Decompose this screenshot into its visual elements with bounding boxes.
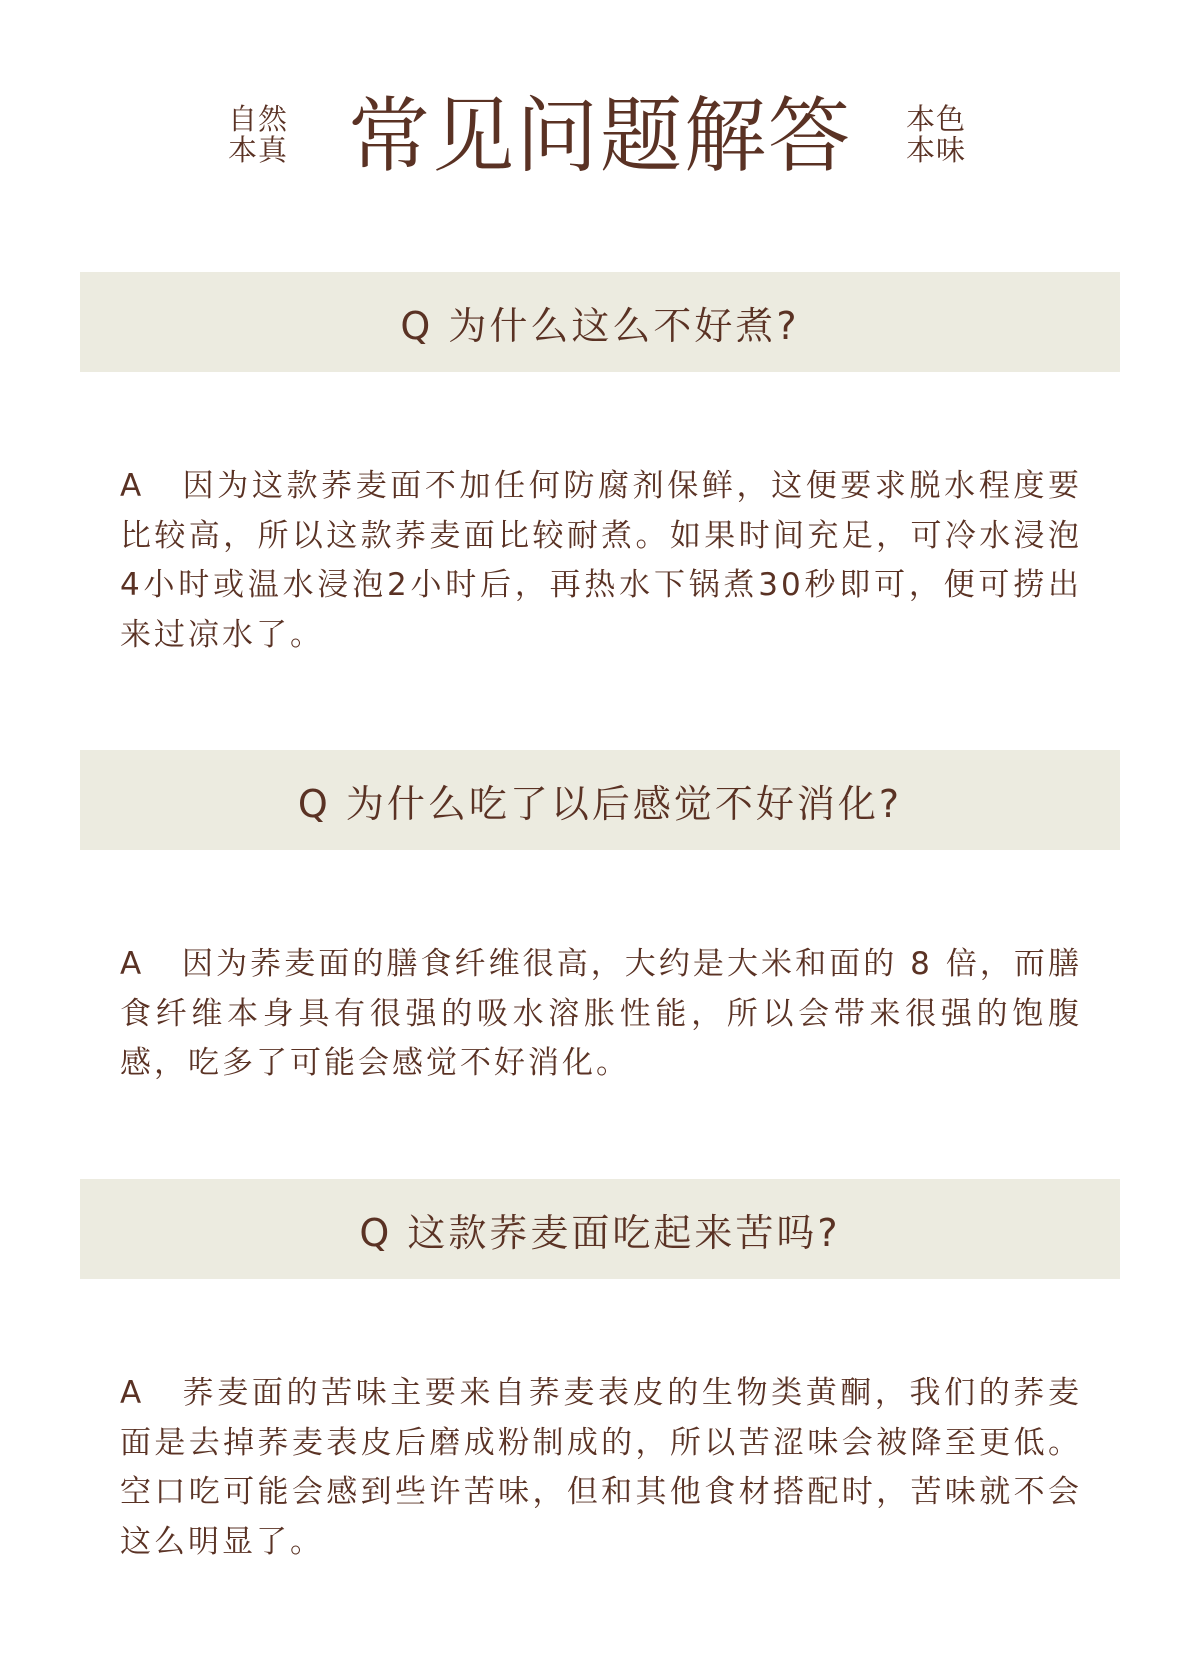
faq-item — [80, 750, 1120, 1081]
question-label: 这款荞麦面吃起来苦吗? — [407, 1210, 841, 1255]
header-left-tag — [228, 104, 288, 166]
question-bar — [80, 1179, 1120, 1279]
answer-text — [120, 1369, 1082, 1567]
question-text — [400, 295, 799, 350]
header-left-tag-line: 自然 — [228, 102, 289, 136]
question-text — [359, 1202, 840, 1257]
answer-prefix: A — [120, 946, 145, 982]
answer-text — [120, 462, 1082, 660]
question-label: 为什么吃了以后感觉不好消化? — [345, 781, 903, 826]
question-text — [298, 773, 902, 828]
answer-body: 因为荞麦面的膳食纤维很高，大约是大米和面的 8 倍，而膳食纤维本身具有很强的吸水溶胀性能，所以会带来很强的饱腹感，吃多了可能会感觉不好消化。 — [120, 946, 1082, 1081]
question-prefix: Q — [359, 1210, 393, 1255]
faq-item — [80, 272, 1120, 653]
question-prefix: Q — [400, 303, 434, 348]
faq-item — [80, 1179, 1120, 1560]
header-right-tag-line: 本味 — [906, 133, 967, 167]
question-bar — [80, 272, 1120, 372]
answer-prefix: A — [120, 468, 145, 504]
answer-body: 荞麦面的苦味主要来自荞麦表皮的生物类黄酮，我们的荞麦面是去掉荞麦表皮后磨成粉制成的，所以苦涩味会被降至更低。空口吃可能会感到些许苦味，但和其他食材搭配时，苦味就不会这么明显了。 — [120, 1375, 1082, 1560]
header-right-tag — [906, 104, 966, 166]
page-header — [0, 82, 1200, 192]
question-bar — [80, 750, 1120, 850]
question-prefix: Q — [297, 781, 331, 826]
page-title: 常见问题解答 — [347, 89, 852, 184]
answer-body: 因为这款荞麦面不加任何防腐剂保鲜，这便要求脱水程度要比较高，所以这款荞麦面比较耐煮。如果时间充足，可冷水浸泡4小时或温水浸泡2小时后，再热水下锅煮30秒即可，便可捞出来过凉水了。 — [120, 468, 1082, 653]
answer-text — [120, 940, 1082, 1089]
header-right-tag-line: 本色 — [906, 102, 967, 136]
answer-prefix: A — [120, 1375, 145, 1411]
header-left-tag-line: 本真 — [228, 133, 289, 167]
question-label: 为什么这么不好煮? — [448, 303, 800, 348]
